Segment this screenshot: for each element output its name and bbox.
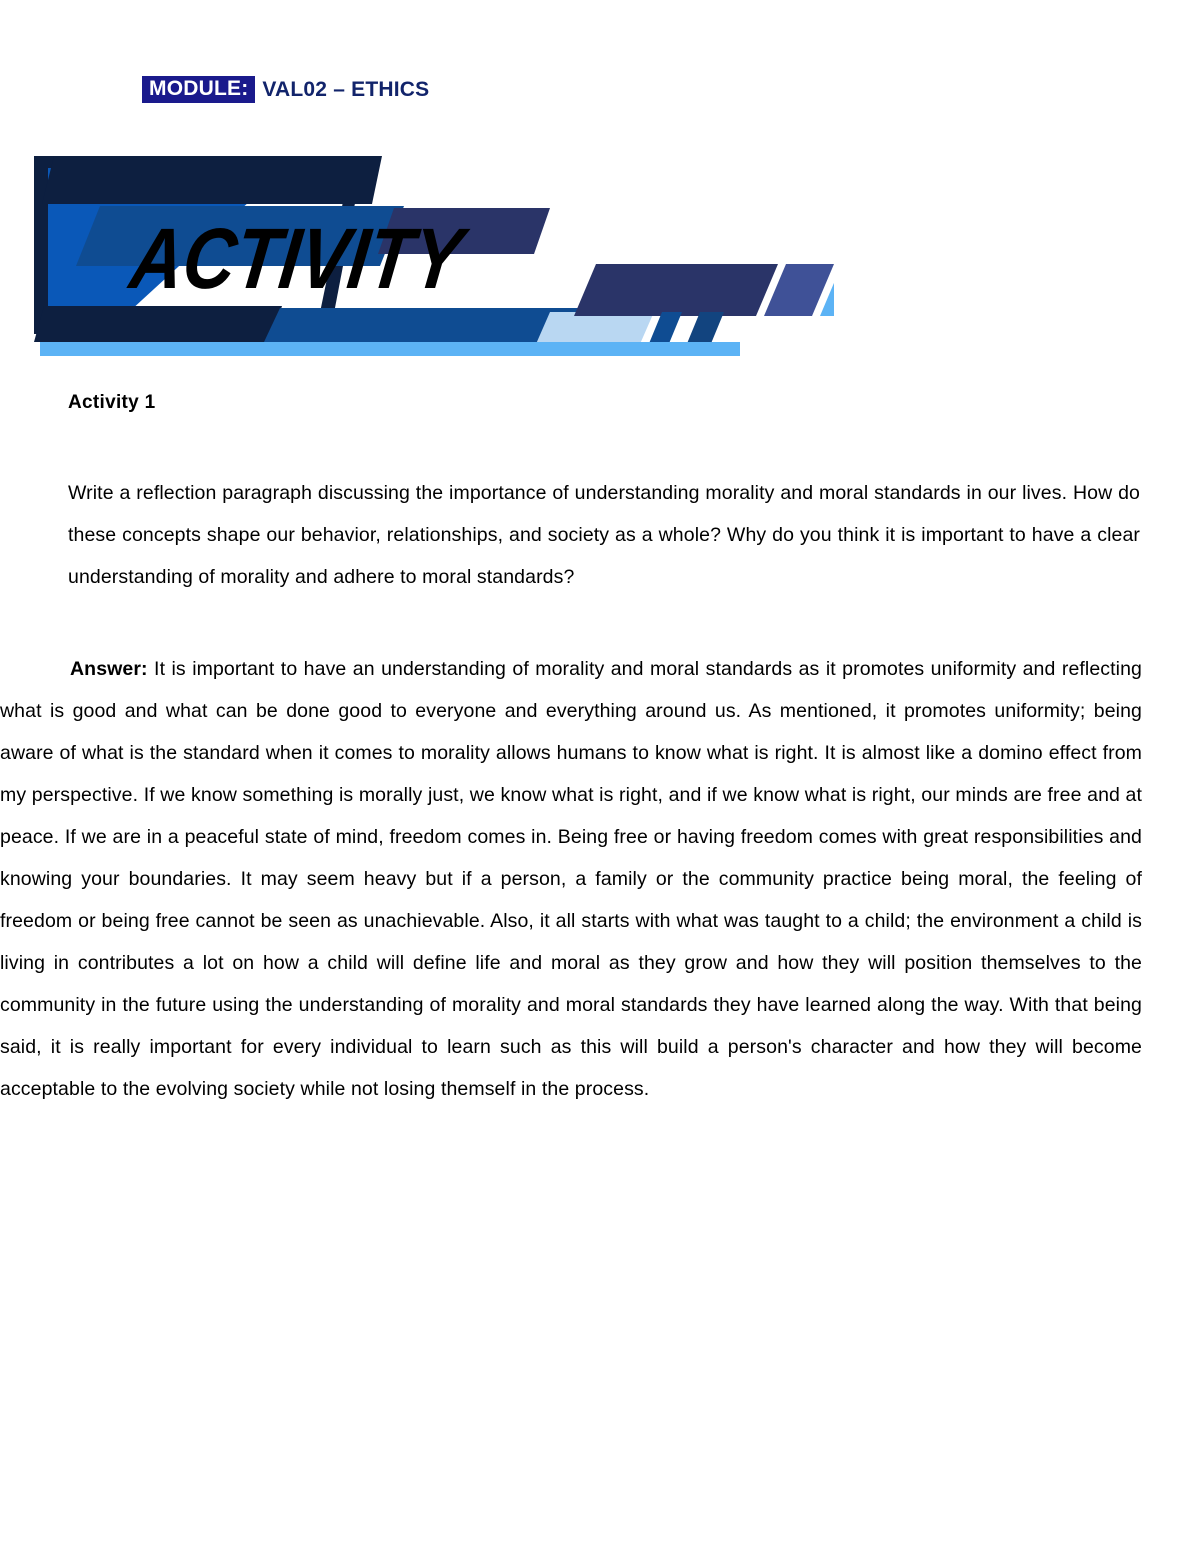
banner-tick-two-shape [686, 312, 724, 346]
answer-paragraph [0, 648, 1142, 1110]
answer-label: Answer: [70, 658, 148, 680]
banner-bottom-navy-band-shape [34, 306, 282, 342]
banner-top-navy-band-shape [42, 156, 382, 204]
module-title-label: VAL02 – ETHICS [262, 77, 430, 101]
activity-banner-svg [34, 156, 834, 356]
page-title: Activity 1 [68, 392, 156, 413]
banner-bottom-sky-strip-shape [40, 342, 740, 356]
activity-banner-graphic [34, 156, 834, 356]
question-paragraph: Write a reflection paragraph discussing the importance of understanding morality and moral standards in our lives. How do these concepts shape our behavior, relationships, and society as a whole? Why do you think it is important to have a clear understanding of morality and adhere to moral standards? [68, 482, 1140, 588]
banner-right-indigo-parallelogram-shape [574, 264, 778, 316]
answer-body-text: It is important to have an understanding of morality and moral standards as it promotes uniformity and reflecting what is good and what can be done good to everyone and everything around us. As mentioned, it promotes uniformity; being aware of what is the standard when it comes to morality allows humans to know what is right. It is almost like a domino effect from my perspective. If we know something is morally just, we know what is right, and if we know what is right, our minds are free and at peace. If we are in a peaceful state of mind, freedom comes in. Being free or having freedom comes with great responsibilities and knowing your boundaries. It may seem heavy but if a person, a family or the community practice being moral, the feeling of freedom or being free cannot be seen as unachievable. Also, it all starts with what was taught to a child; the environment a child is living in contributes a lot on how a child will define life and moral as they grow and how they will position themselves to the community in the future using the understanding of morality and moral standards they have learned along the way. With that being said, it is really important for every individual to learn such as this will build a person's character and how they will become acceptable to the evolving society while not losing themself in the process. [0, 658, 1142, 1100]
module-header [142, 76, 429, 103]
module-tag-label: MODULE: [142, 76, 255, 103]
banner-activity-word: ACTIVITY [125, 211, 529, 307]
banner-lightblue-block-shape [536, 312, 654, 344]
banner-tick-one-shape [648, 312, 682, 346]
